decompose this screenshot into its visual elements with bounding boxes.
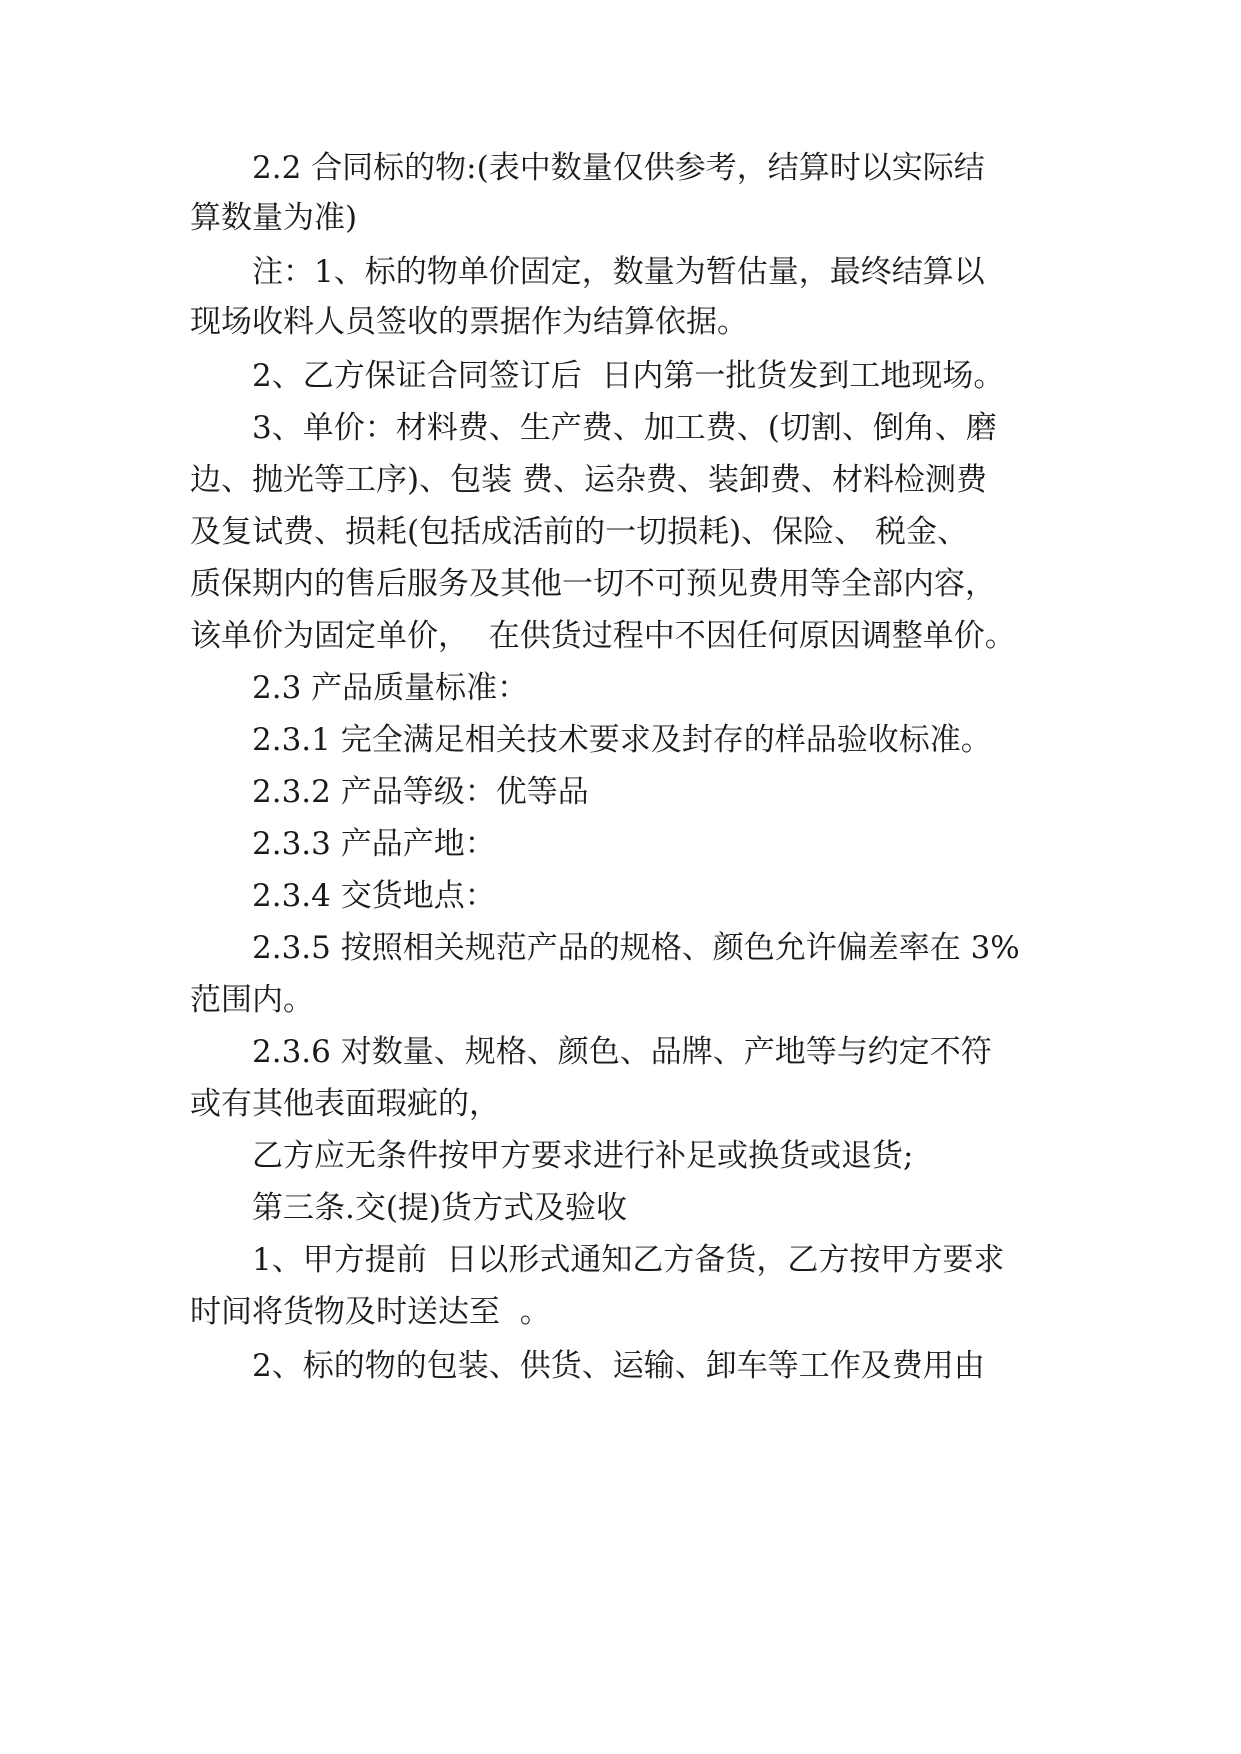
text-line: 2.3.6 对数量、规格、颜色、品牌、产地等与约定不符 [252,1034,992,1070]
text-line: 2.3.5 按照相关规范产品的规格、颜色允许偏差率在 3% [252,930,1020,966]
text-line: 及复试费、损耗(包括成活前的一切损耗)、保险、 税金、 [190,514,969,550]
section-heading: 第三条.交(提)货方式及验收 [252,1190,628,1226]
text-line: 乙方应无条件按甲方要求进行补足或换货或退货; [252,1138,914,1174]
text-line: 2.3.4 交货地点： [252,878,496,914]
text-line: 质保期内的售后服务及其他一切不可预见费用等全部内容， [190,566,996,602]
text-line: 2.3.2 产品等级：优等品 [252,774,589,810]
text-line: 2.3 产品质量标准： [252,670,529,706]
text-line: 2.3.3 产品产地： [252,826,496,862]
text-line: 2.3.1 完全满足相关技术要求及封存的样品验收标准。 [252,722,992,758]
text-line: 2、乙方保证合同签订后 日内第一批货发到工地现场。 [252,358,1005,394]
text-line: 算数量为准) [190,200,358,236]
text-line: 边、抛光等工序)、包装 费、运杂费、装卸费、材料检测费 [190,462,987,498]
text-line: 注：1、标的物单价固定，数量为暂估量，最终结算以 [252,254,985,290]
text-line: 2.2 合同标的物:(表中数量仅供参考，结算时以实际结 [252,150,985,186]
text-line: 1、甲方提前 日以形式通知乙方备货，乙方按甲方要求 [252,1242,1005,1278]
text-line: 3、单价：材料费、生产费、加工费、(切割、倒角、磨 [252,410,997,446]
text-line: 该单价为固定单价， 在供货过程中不因任何原因调整单价。 [190,618,1016,654]
text-line: 现场收料人员签收的票据作为结算依据。 [190,304,748,340]
text-line: 时间将货物及时送达至 。 [190,1294,551,1330]
text-line: 或有其他表面瑕疵的， [190,1086,500,1122]
text-line: 2、标的物的包装、供货、运输、卸车等工作及费用由 [252,1348,985,1384]
text-line: 范围内。 [190,982,314,1018]
